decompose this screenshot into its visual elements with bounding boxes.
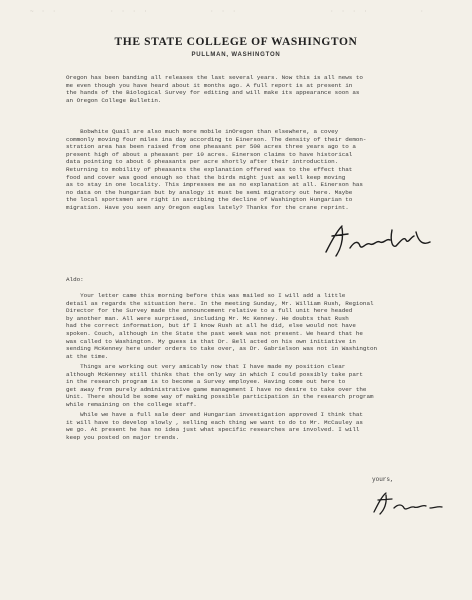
handwritten-signature-franklin-1	[318, 222, 438, 262]
handwritten-signature-franklin-2	[368, 490, 458, 518]
letter-page: ~ · · · · · · · · · · · · · · THE STATE COLLEGE OF WASHINGTON PULLMAN, WASHINGTON Oregon has been banding all releases the last several years. Now this is all news to me even though you have heard about it months ago. A full report is at present in the hands of the Biological Survey for editing and will make its appearance soon as an Oregon College Bulletin. Bobwhite Quail are also much more mobile inOregon than elsewhere, a covey commonly moving four miles ina day according to Einerson. The density of their demon- stration area has been raised from one pheasant per 500 acres three years ago to a present high of about a pheasant per 10 acres. Einerson claims to have historical data pointing to about 6 pheasants per acre shortly after their introduction. Returning to mobility of pheasants the explanation offered was to the effect that food and cover was good enough so that the birds might just as well keep moving as to stay in one locality. This impresses me as no explanation at all. Einerson has no data on the hungarian but by analogy it must be semi migratory out here. Maybe the local sportsmen are right in ascribing the decline of Washington Hungarian to migration. Have you seen any Oregon eagles lately? Thanks for the crane reprint. Aldo: Your letter came this morning before this was mailed so I will add a little detail as regards the situation here. In the meeting Sunday, Mr. William Rush, Regional Director for the Survey made the announcement relative to a full unit here headed by another man. All were surprised, including Mr. Mc Kenney. He doubts that Rush had the correct information, but if I know Rush at all he did, else would not have spoken. Couch, although in the State the past week was not present. We heard that he was called to Washington. My guess is that Dr. Bell acted on his own initiative in sending McKenney here under orders to take over, as Dr. Gabrielson was not in Washington at the time. Things are working out very amicably now that I have made my position clear although McKenney still thinks that the only way in which I could possibly take part in the research program is to become a Survey employee. Having come out here to get away from purely administrative game management I have no desire to take over the Unit. There should be some way of making possible participation in the research program while remaining on the college staff. While we have a full sale deer and Hungarian investigation approved I think that it will have to develop slowly , selling each thing we want to do to Mr. McCauley as we go. At present he has no idea just what specific researches are involved. I will keep you posted on major trends. yours,	[0, 0, 472, 600]
paragraph-letter-arrived: Your letter came this morning before this was mailed so I will add a little detail as regards the situation here. In the meeting Sunday, Mr. William Rush, Regional Director for the Survey made the announcement relative to a full unit here headed by another man. All were surprised, including Mr. Mc Kenney. He doubts that Rush had the correct information, but if I know Rush at all he did, else would not have spoken. Couch, although in the State the past week was not present. We heard that he was called to Washington. My guess is that Dr. Bell acted on his own initiative in sending McKenney here under orders to take over, as Dr. Gabrielson was not in Washington at the time.	[66, 292, 378, 360]
salutation-aldo: Aldo:	[66, 276, 84, 283]
paragraph-oregon-banding: Oregon has been banding all releases the last several years. Now this is all news to me even though you have heard about it months ago. A full report is at present in the hands of the Biological Survey for editing and will make its appearance soon as an Oregon College Bulletin.	[66, 74, 363, 104]
letterhead-title: THE STATE COLLEGE OF WASHINGTON	[114, 36, 358, 48]
paragraph-working-amicably: Things are working out very amicably now that I have made my position clear although McKenney still thinks that the only way in which I could possibly take part in the research program is to become a Survey employee. Having come out here to get away from purely administrative game management I have no desire to take over the Unit. There should be some way of making possible participation in the research program while remaining on the college staff.	[66, 363, 374, 408]
paragraph-deer-hungarian: While we have a full sale deer and Hungarian investigation approved I think that it will have to develop slowly , selling each thing we want to do to Mr. McCauley as we go. At present he has no idea just what specific researches are involved. I will keep you posted on major trends.	[66, 411, 363, 441]
paragraph-bobwhite-quail: Bobwhite Quail are also much more mobile inOregon than elsewhere, a covey commonly moving four miles ina day according to Einerson. The density of their demon- stration area has been raised from one pheasant per 500 acres three years ago to a present high of about a pheasant per 10 acres. Einerson claims to have historical data pointing to about 6 pheasants per acre shortly after their introduction. Returning to mobility of pheasants the explanation offered was to the effect that food and cover was good enough so that the birds might just as well keep moving as to stay in one locality. This impresses me as no explanation at all. Einerson has no data on the hungarian but by analogy it must be semi migratory out here. Maybe the local sportsmen are right in ascribing the decline of Washington Hungarian to migration. Have you seen any Oregon eagles lately? Thanks for the crane reprint.	[66, 128, 367, 211]
closing-text: yours,	[372, 476, 394, 483]
letterhead-subtitle: PULLMAN, WASHINGTON	[191, 52, 281, 58]
